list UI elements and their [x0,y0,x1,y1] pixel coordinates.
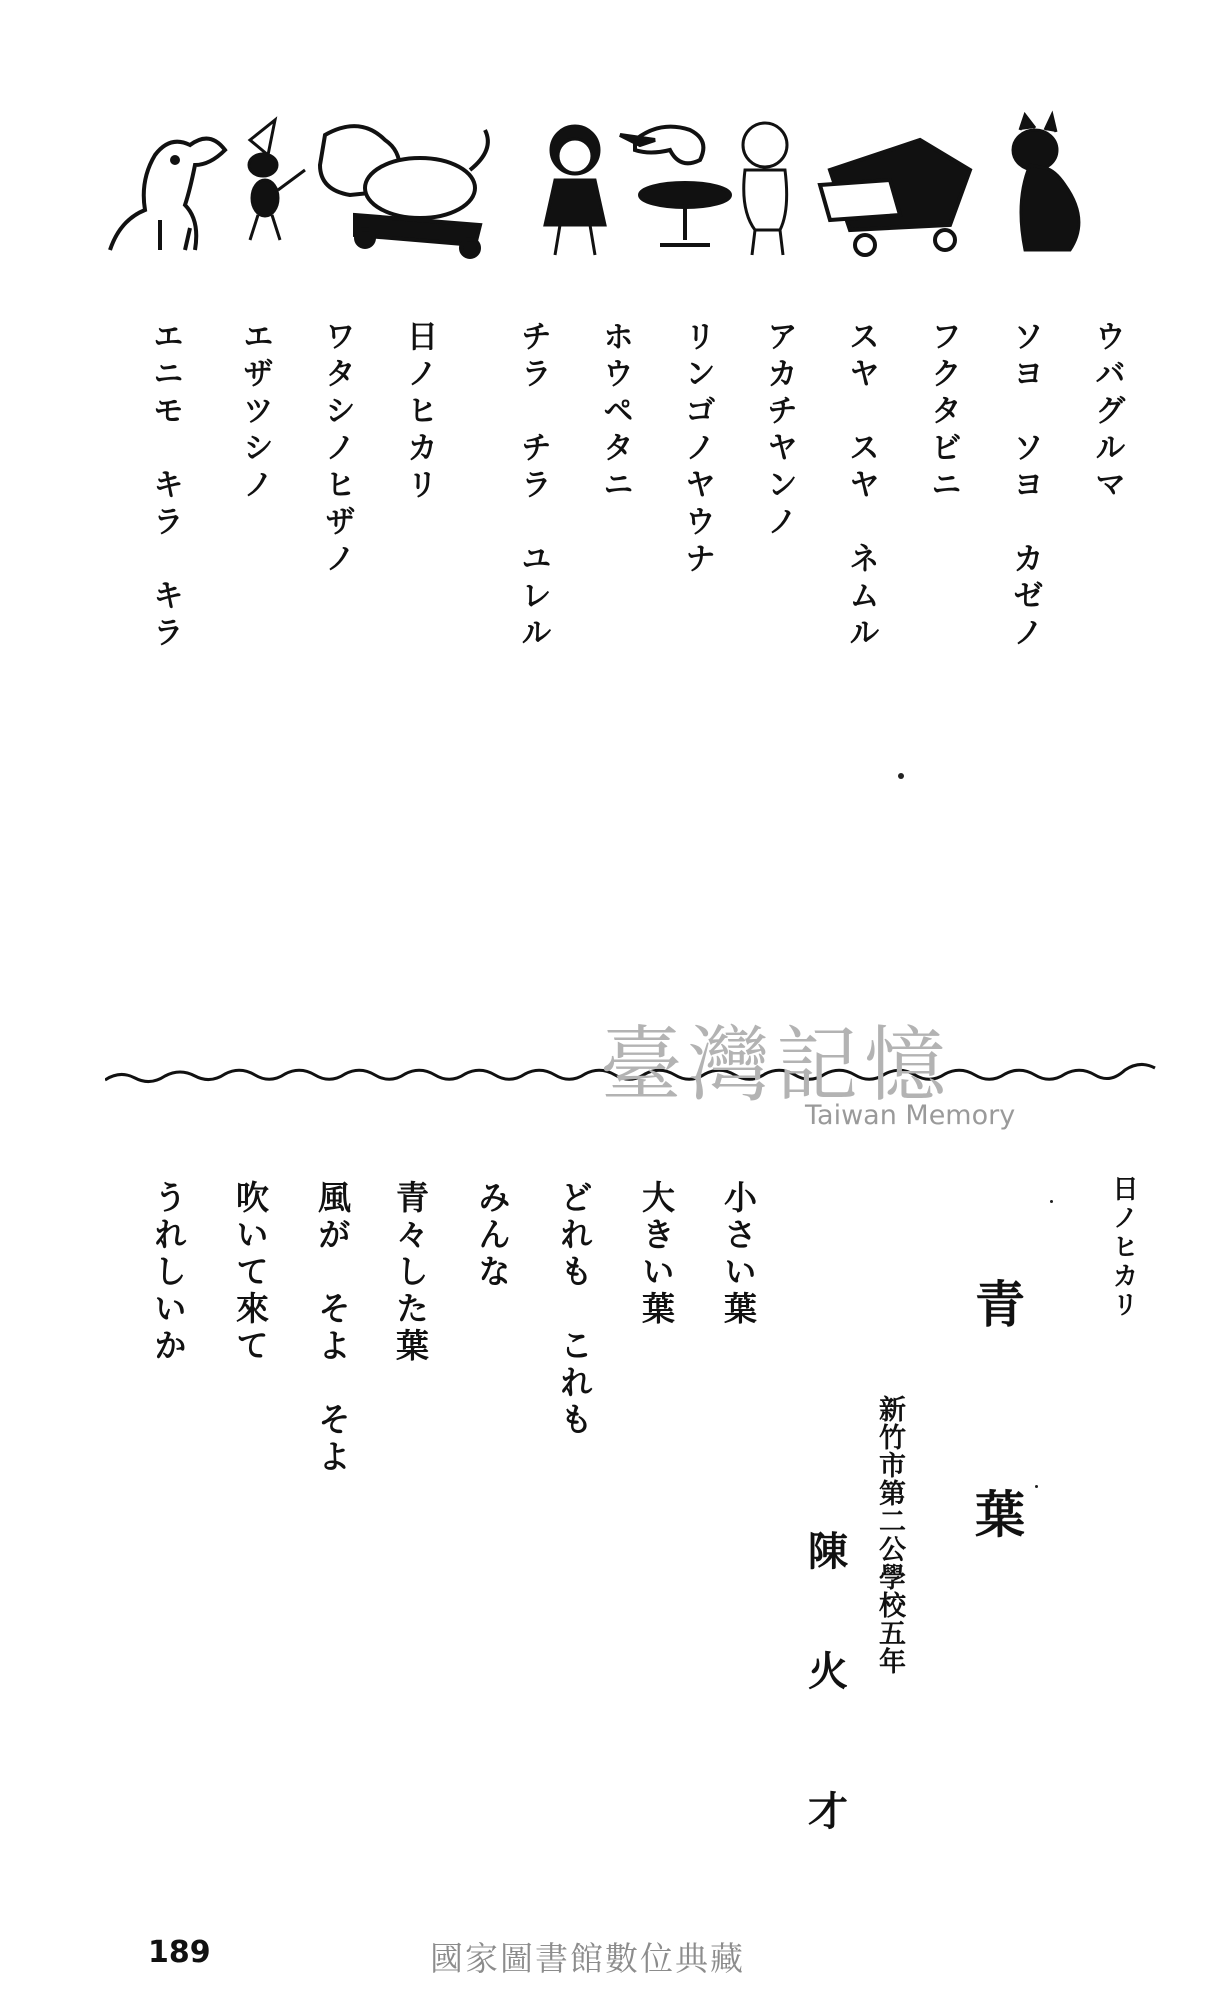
watermark-english: Taiwan Memory [805,1100,1016,1131]
poem-line: エザツシノ [237,320,273,505]
library-archive-note: 國家圖書館數位典藏 [430,1939,745,1978]
poem-line: ホウペタニ [597,320,633,505]
author-name-char: 才 [808,1788,848,1835]
poem-line: チラ チラ ユレル [515,320,551,653]
poem-line: うれしいか [149,1180,188,1365]
poem-title-char: 葉 [975,1485,1025,1544]
poem-line: 大きい葉 [637,1180,676,1328]
poem-line: エニモ キラ キラ [147,320,183,653]
illustration-row [100,110,1140,270]
author-name-char: 陳 [808,1528,848,1575]
black-dog-icon [1013,115,1079,250]
poem-title-char: 青 [975,1275,1025,1334]
poem-line: ソヨ ソヨ カゼノ [1007,320,1043,653]
page-number: 189 [148,1935,211,1970]
toy-cart-icon [820,140,970,255]
poem-line: 日ノヒカリ [401,320,437,505]
poem-line: スヤ スヤ ネムル [843,320,879,653]
poem-line: 青々した葉 [391,1180,430,1365]
watermark-chinese: 臺灣記憶 [600,1018,953,1113]
poem-line: みんな [473,1180,512,1291]
poem-line: 吹いて來て [231,1180,270,1365]
dog-icon [110,139,225,250]
author-name-char: 火 [808,1648,848,1695]
bird-on-stand-icon [620,127,730,245]
pointy-hat-figure-icon [249,120,305,240]
poem-line: 小さい葉 [719,1180,758,1328]
toy-dog-on-wheels-icon [320,126,488,257]
speck [1035,1485,1038,1488]
poem-line: ワタシノヒザノ [319,320,355,579]
author-school: 新竹市第二公學校五年 [874,1395,905,1675]
baby-doll-icon [743,123,787,255]
poem-line: どれも これも [555,1180,594,1439]
poem-line: リンゴノヤウナ [679,320,715,579]
poem-line: ウバグルマ [1089,320,1125,505]
poem-reference-label: 日ノヒカリ [1108,1175,1138,1320]
poem-line: 風が そよ そよ [313,1180,352,1476]
poem-line: フクタビニ [925,320,961,505]
speck [1050,1200,1053,1203]
watermark [600,1000,1030,1150]
speck [898,773,904,779]
poem-line: アカチヤンノ [761,320,797,542]
doll-icon [545,126,605,255]
